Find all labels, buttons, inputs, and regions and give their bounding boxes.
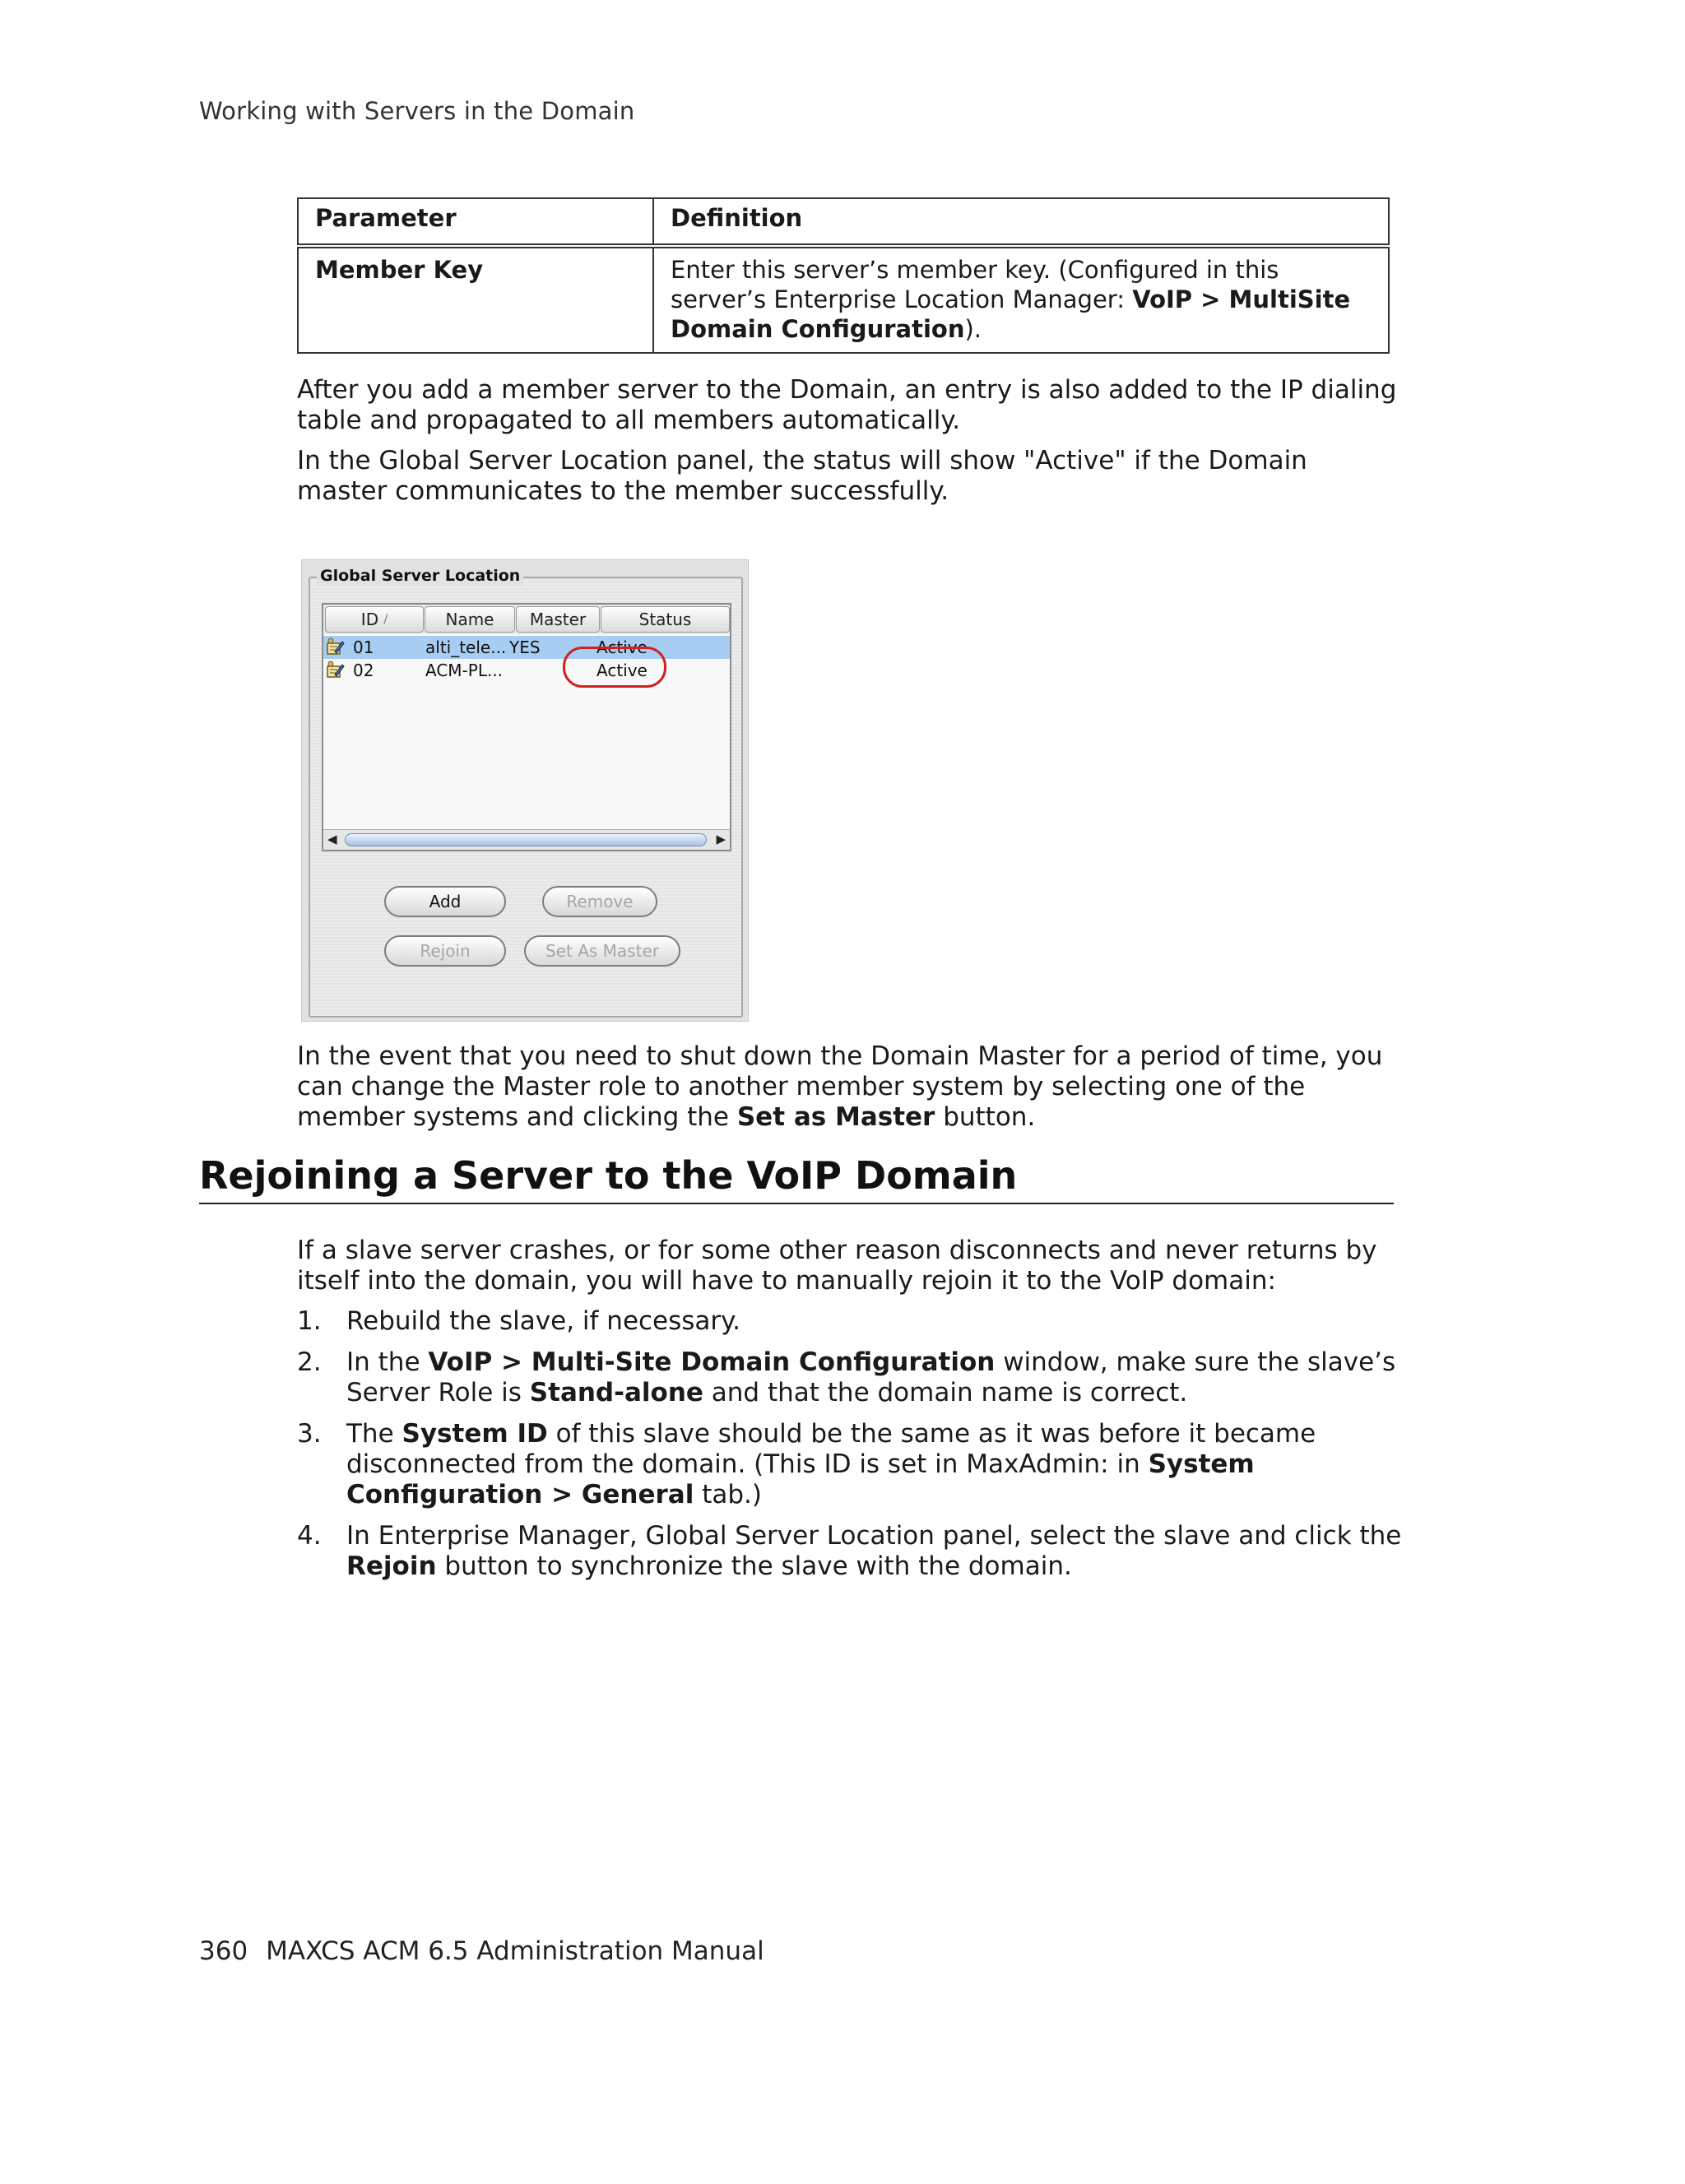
paragraph-member-added: After you add a member server to the Domain, an entry is also added to the IP dialing table and propagated to all members automatically. bbox=[297, 375, 1397, 435]
row-status: Active bbox=[596, 661, 648, 680]
table-header-definition: Definition bbox=[653, 198, 1389, 246]
parameter-table bbox=[297, 197, 1390, 354]
column-header-id[interactable]: ID / bbox=[325, 606, 424, 633]
list-header bbox=[323, 605, 730, 634]
row-id: 01 bbox=[353, 638, 374, 657]
row-id: 02 bbox=[353, 661, 374, 680]
step-text: Rebuild the slave, if necessary. bbox=[346, 1306, 740, 1336]
status-highlight-circle bbox=[563, 647, 666, 688]
column-header-master[interactable]: Master bbox=[516, 606, 600, 633]
row-name: ACM-PL... bbox=[425, 661, 504, 680]
global-server-location-panel bbox=[301, 559, 749, 1022]
sort-indicator-icon: / bbox=[383, 613, 388, 626]
remove-button[interactable]: Remove bbox=[542, 886, 657, 917]
table-row[interactable] bbox=[323, 659, 730, 682]
manual-title: MAXCS ACM 6.5 Administration Manual bbox=[266, 1936, 764, 1966]
step-text: In the VoIP > Multi-Site Domain Configuration window, make sure the slave’s Server Role is Stand-alone and that the domain name is correct. bbox=[346, 1347, 1396, 1407]
rejoin-button[interactable]: Rejoin bbox=[384, 935, 506, 967]
page-number: 360 bbox=[199, 1936, 248, 1966]
row-status: Active bbox=[596, 638, 648, 657]
scroll-right-icon[interactable]: ▶ bbox=[716, 832, 726, 846]
step-number: 3. bbox=[297, 1419, 322, 1449]
step-number: 1. bbox=[297, 1306, 322, 1336]
definition-cell: Enter this server’s member key. (Configured in this server’s Enterprise Location Manager: VoIP > MultiSite Domain Configuration). bbox=[653, 246, 1389, 353]
column-header-status[interactable]: Status bbox=[601, 606, 730, 633]
column-header-name[interactable]: Name bbox=[425, 606, 515, 633]
running-head: Working with Servers in the Domain bbox=[199, 97, 635, 125]
scrollbar-thumb[interactable] bbox=[345, 833, 707, 846]
row-master: YES bbox=[509, 638, 541, 657]
row-name: alti_tele... bbox=[425, 638, 507, 657]
paragraph-rejoin-intro: If a slave server crashes, or for some other reason disconnects and never returns by itself into the domain, you will have to manually rejoin it to the VoIP domain: bbox=[297, 1236, 1377, 1296]
server-edit-icon bbox=[325, 637, 345, 656]
parameter-cell: Member Key bbox=[298, 246, 653, 353]
step-text: In Enterprise Manager, Global Server Location panel, select the slave and click the Rejoin button to synchronize the slave with the domain. bbox=[346, 1521, 1402, 1581]
paragraph-set-as-master: In the event that you need to shut down the Domain Master for a period of time, you can change the Master role to another member system by selecting one of the member systems and clicking the Set as Master button. bbox=[297, 1041, 1383, 1132]
paragraph-status-active: In the Global Server Location panel, the status will show "Active" if the Domain master communicates to the member successfully. bbox=[297, 446, 1307, 506]
server-list[interactable] bbox=[322, 603, 731, 851]
panel-title: Global Server Location bbox=[317, 567, 523, 585]
set-as-master-button[interactable]: Set As Master bbox=[524, 935, 680, 967]
horizontal-scrollbar[interactable] bbox=[323, 829, 730, 850]
step-number: 4. bbox=[297, 1521, 322, 1551]
step-text: The System ID of this slave should be the same as it was before it became disconnected from the domain. (This ID is set in MaxAdmin: in System Configuration > General tab.) bbox=[346, 1419, 1316, 1509]
section-heading: Rejoining a Server to the VoIP Domain bbox=[199, 1153, 1394, 1204]
table-header-parameter: Parameter bbox=[298, 198, 653, 246]
scroll-left-icon[interactable]: ◀ bbox=[327, 832, 337, 846]
step-number: 2. bbox=[297, 1347, 322, 1377]
table-row[interactable] bbox=[323, 636, 730, 659]
server-edit-icon bbox=[325, 660, 345, 679]
page-footer bbox=[199, 1936, 764, 1966]
table-row bbox=[298, 246, 1389, 353]
add-button[interactable]: Add bbox=[384, 886, 506, 917]
